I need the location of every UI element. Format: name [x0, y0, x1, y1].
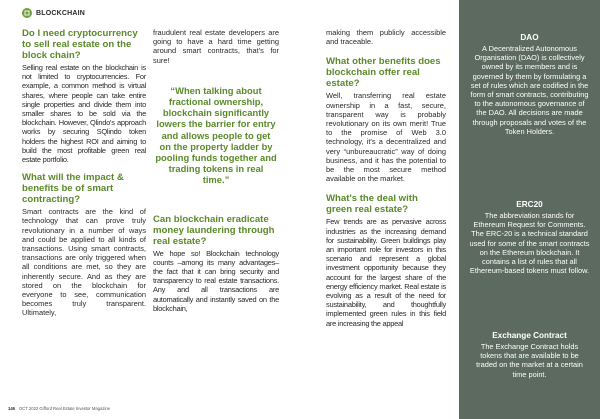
heading-money-laundering: Can blockchain eradicate money laundering through real estate?: [153, 213, 275, 247]
glossary-definition: A Decentralized Autonomous Organisation (DAO) is collectively owned by its members and is governed by them by formulating a set of rules which are codified in the form of smart contracts, contributing to the autonomous governance of the DAO. All decisions are made through proposals and votes of the Token Holders.: [470, 44, 589, 136]
glossary-definition: The abbreviation stands for Ethereum Request for Comments. The ERC-20 is a technical standard used for some of the smart contracts on the Ethereum blockchain. It contains a list of rules that all Ethereum-based tokens must follow.: [469, 211, 590, 276]
paragraph-other-benefits: Well, transferring real estate ownership in a fast, secure, transparent way is probably revolutionary on its own merit! True to the promise of Web 3.0 technology, it's a decentralized and very “unbureaucratic” way of doing business, and it has the potential to be the most secure method available on the market.: [326, 91, 446, 184]
paragraph-smart-contracting: Smart contracts are the kind of technology that can prove truly revolutionary in a number of ways and could be applied to all kinds of transactions. Using smart contracts, transactions are only triggered when all conditions are met, so they are inherently secure. And as they are stored on the blockchain for everyone to see, communication becomes truly transparent. Ultimately,: [22, 207, 146, 318]
pull-quote: “When talking about fractional ownership, blockchain significantly lowers the barrier for entry and allows people to get on the property ladder by pooling funds together and trading tokens in real time.”: [155, 84, 277, 186]
blockchain-logo-icon: [22, 8, 32, 18]
heading-green-real-estate: What's the deal with green real estate?: [326, 193, 418, 216]
glossary-definition: The Exchange Contract holds tokens that are available to be traded on the market at a certain time point.: [476, 342, 583, 379]
glossary-entry-dao: [469, 33, 590, 136]
page-footer: [8, 406, 110, 411]
heading-smart-contracting: What will the impact & benefits be of smart contracting?: [22, 172, 124, 206]
glossary-sidebar: [459, 0, 600, 419]
paragraph-fraudulent-developers: fraudulent real estate developers are going to have a hard time getting around smart contracts, that's for sure!: [153, 28, 279, 65]
column-2: [153, 28, 279, 313]
section-label: BLOCKCHAIN: [36, 9, 86, 17]
paragraph-crypto-required: Selling real estate on the blockchain is not limited to cryptocurrencies. For example, a common method is virtual shares, where people can take entire single properties and divide them into smaller shares to be sold via the blockchain. However, Qlindo's approach works by securing SQlindo token holders the highest ROI and aiming to build the most profitable green real estate portfolio.: [22, 63, 146, 165]
heading-other-benefits: What other benefits does blockchain offer real estate?: [326, 56, 441, 90]
heading-crypto-required: Do I need cryptocurrency to sell real estate on the block chain?: [22, 28, 138, 61]
issue-line: OCT 2022 Gifford Real Estate Investor Magazine: [19, 406, 111, 411]
section-header: [22, 6, 85, 20]
glossary-entry-erc20: [469, 200, 590, 275]
glossary-term: Exchange Contract: [492, 331, 567, 340]
glossary-term: DAO: [520, 33, 539, 42]
glossary-entry-exchange-contract: [469, 331, 590, 379]
page-number: 146: [8, 406, 15, 411]
paragraph-money-laundering: We hope so! Blockchain technology counts –among its many advantages– the fact that it can bring security and transparency to real estate transactions. Any and all transactions are automatically and instantly saved on the blockchain,: [153, 248, 279, 313]
column-1: [22, 28, 146, 318]
column-3: [326, 28, 446, 328]
glossary-term: ERC20: [516, 200, 543, 209]
paragraph-green-real-estate: Few trends are as pervasive across industries as the increasing demand for sustainability. Green buildings play an important role for investors in this scenario and represent a global investment opportunity because they account for the largest share of the energy efficiency market. Real estate is evolving as a result of the need for sustainability, and thoughtfully implemented green rules in this field are increasing the appeal: [326, 217, 446, 328]
paragraph-traceable: making them publicly accessible and traceable.: [326, 28, 446, 47]
